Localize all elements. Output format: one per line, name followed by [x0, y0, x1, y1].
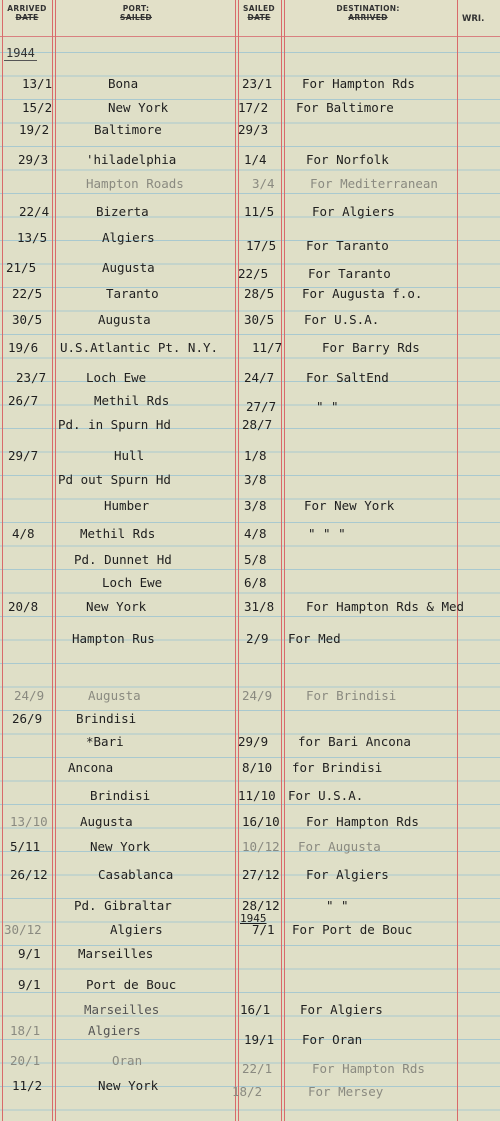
row-destination: For Algiers — [306, 867, 389, 882]
row-sailed-date: 11/5 — [244, 204, 275, 219]
row-sailed-date: 6/8 — [244, 575, 267, 590]
row-sailed-date: 16/10 — [242, 814, 280, 829]
row-port: U.S.Atlantic Pt. N.Y. — [60, 340, 219, 355]
row-arrived-date: 18/1 — [10, 1023, 41, 1038]
row-arrived-date: 30/5 — [12, 312, 43, 327]
row-sailed-date: 17/2 — [238, 100, 269, 115]
row-port: Hull — [114, 448, 145, 463]
row-arrived-date: 9/1 — [18, 977, 41, 992]
row-port: Augusta — [80, 814, 133, 829]
row-sailed-date: 22/5 — [238, 266, 269, 281]
row-arrived-date: 19/6 — [8, 340, 39, 355]
row-sailed-date: 31/8 — [244, 599, 275, 614]
row-port: Marseilles — [78, 946, 154, 961]
row-port: New York — [90, 839, 151, 854]
row-port: Bona — [108, 76, 139, 91]
row-sailed-date: 24/7 — [244, 370, 275, 385]
row-destination: For Taranto — [308, 266, 391, 281]
row-port: Loch Ewe — [86, 370, 147, 385]
row-port: New York — [98, 1078, 159, 1093]
row-port: Algiers — [110, 922, 163, 937]
row-sailed-date: 3/4 — [252, 176, 275, 191]
row-sailed-date: 22/1 — [242, 1061, 273, 1076]
header-arrived-label: ARRIVED — [7, 4, 47, 13]
row-arrived-date: 21/5 — [6, 260, 37, 275]
row-destination: For New York — [304, 498, 395, 513]
header-port-label: PORT: — [122, 4, 150, 13]
header-dest-sub: ARRIVED — [348, 13, 388, 22]
row-sailed-date: 30/5 — [244, 312, 275, 327]
row-sailed-date: 5/8 — [244, 552, 267, 567]
row-sailed-date: 2/9 — [246, 631, 269, 646]
row-destination: for Brindisi — [292, 760, 383, 775]
row-destination: For Hampton Rds — [312, 1061, 425, 1076]
row-destination: For Baltimore — [296, 100, 394, 115]
row-sailed-date: 29/9 — [238, 734, 269, 749]
row-arrived-date: 19/2 — [19, 122, 50, 137]
row-sailed-date: 3/8 — [244, 498, 267, 513]
row-destination: For Taranto — [306, 238, 389, 253]
row-sailed-date: 1/8 — [244, 448, 267, 463]
header-port-sub: SAILED — [120, 13, 152, 22]
row-sailed-date: 19/1 — [244, 1032, 275, 1047]
row-arrived-date: 23/7 — [16, 370, 47, 385]
row-sailed-date: 1/4 — [244, 152, 267, 167]
row-sailed-date: 27/12 — [242, 867, 280, 882]
row-arrived-date: 20/1 — [10, 1053, 41, 1068]
year-label-1945: 1945 — [240, 912, 267, 925]
row-sailed-date: 27/7 — [246, 399, 277, 414]
row-arrived-date: 22/5 — [12, 286, 43, 301]
row-arrived-date: 29/3 — [18, 152, 49, 167]
header-arrived-sub: DATE — [15, 13, 39, 22]
row-destination: For U.S.A. — [304, 312, 380, 327]
row-port: Algiers — [102, 230, 155, 245]
row-port: Augusta — [102, 260, 155, 275]
row-destination: For Hampton Rds — [302, 76, 415, 91]
row-sailed-date: 16/1 — [240, 1002, 271, 1017]
row-arrived-date: 26/9 — [12, 711, 43, 726]
row-destination: For Oran — [302, 1032, 363, 1047]
row-port: New York — [108, 100, 169, 115]
row-sailed-date: 10/12 — [242, 839, 280, 854]
row-arrived-date: 9/1 — [18, 946, 41, 961]
row-sailed-date: 23/1 — [242, 76, 273, 91]
row-destination: For Algiers — [312, 204, 395, 219]
row-port: Pd out Spurn Hd — [58, 472, 171, 487]
row-destination: For Augusta — [298, 839, 381, 854]
row-port: Methil Rds — [80, 526, 156, 541]
row-port: *Bari — [86, 734, 124, 749]
row-sailed-date: 11/7 — [252, 340, 283, 355]
row-sailed-date: 3/8 — [244, 472, 267, 487]
row-port: Hampton Rus — [72, 631, 155, 646]
header-dest-label: DESTINATION: — [336, 4, 400, 13]
row-sailed-date: 24/9 — [242, 688, 273, 703]
year-label: 1944 — [6, 46, 35, 60]
row-arrived-date: 26/12 — [10, 867, 48, 882]
header-wri: WRI. — [462, 14, 485, 24]
row-port: Brindisi — [90, 788, 151, 803]
row-port: Oran — [112, 1053, 143, 1068]
row-sailed-date: 18/2 — [232, 1084, 263, 1099]
row-destination: For Norfolk — [306, 152, 389, 167]
row-port: Marseilles — [84, 1002, 160, 1017]
row-port: Bizerta — [96, 204, 149, 219]
row-sailed-date: 28/12 — [242, 898, 280, 913]
header-sailed-label: SAILED — [243, 4, 275, 13]
row-sailed-date: 28/7 — [242, 417, 273, 432]
row-destination: For Algiers — [300, 1002, 383, 1017]
row-arrived-date: 24/9 — [14, 688, 45, 703]
row-destination: For Port de Bouc — [292, 922, 413, 937]
row-port: Algiers — [88, 1023, 141, 1038]
row-sailed-date: 17/5 — [246, 238, 277, 253]
row-arrived-date: 5/11 — [10, 839, 41, 854]
row-destination: For Mediterranean — [310, 176, 438, 191]
row-port: Pd. in Spurn Hd — [58, 417, 171, 432]
row-sailed-date: 11/10 — [238, 788, 276, 803]
row-sailed-date: 4/8 — [244, 526, 267, 541]
row-destination: For Hampton Rds & Med — [306, 599, 465, 614]
row-arrived-date: 29/7 — [8, 448, 39, 463]
row-port: Taranto — [106, 286, 159, 301]
row-destination: For Mersey — [308, 1084, 384, 1099]
row-sailed-date: 29/3 — [238, 122, 269, 137]
row-port: Brindisi — [76, 711, 137, 726]
row-destination: For U.S.A. — [288, 788, 364, 803]
row-port: Humber — [104, 498, 150, 513]
row-arrived-date: 13/1 — [22, 76, 53, 91]
row-destination: " " — [326, 898, 349, 913]
row-arrived-date: 26/7 — [8, 393, 39, 408]
row-port: Augusta — [98, 312, 151, 327]
row-arrived-date: 30/12 — [4, 922, 42, 937]
row-port: Pd. Gibraltar — [74, 898, 172, 913]
row-arrived-date: 4/8 — [12, 526, 35, 541]
row-destination: For SaltEnd — [306, 370, 389, 385]
row-arrived-date: 15/2 — [22, 100, 53, 115]
row-destination: " " " — [308, 526, 346, 541]
row-port: New York — [86, 599, 147, 614]
row-sailed-date: 8/10 — [242, 760, 273, 775]
row-arrived-date: 13/10 — [10, 814, 48, 829]
row-port: 'hiladelphia — [86, 152, 177, 167]
row-destination: " " — [316, 399, 339, 414]
row-port: Methil Rds — [94, 393, 170, 408]
row-destination: For Hampton Rds — [306, 814, 419, 829]
row-port: Casablanca — [98, 867, 174, 882]
row-sailed-date: 28/5 — [244, 286, 275, 301]
row-destination: For Barry Rds — [322, 340, 420, 355]
row-port: Augusta — [88, 688, 141, 703]
header-sailed-sub: DATE — [247, 13, 271, 22]
row-sailed-date: 7/1 — [252, 922, 275, 937]
row-destination: for Bari Ancona — [298, 734, 411, 749]
row-destination: For Augusta f.o. — [302, 286, 423, 301]
row-port: Ancona — [68, 760, 114, 775]
row-port: Loch Ewe — [102, 575, 163, 590]
row-arrived-date: 13/5 — [17, 230, 48, 245]
row-arrived-date: 11/2 — [12, 1078, 43, 1093]
row-destination: For Brindisi — [306, 688, 397, 703]
row-port: Port de Bouc — [86, 977, 177, 992]
row-port: Hampton Roads — [86, 176, 184, 191]
row-port: Pd. Dunnet Hd — [74, 552, 172, 567]
row-destination: For Med — [288, 631, 341, 646]
row-port: Baltimore — [94, 122, 162, 137]
row-arrived-date: 22/4 — [19, 204, 50, 219]
row-arrived-date: 20/8 — [8, 599, 39, 614]
